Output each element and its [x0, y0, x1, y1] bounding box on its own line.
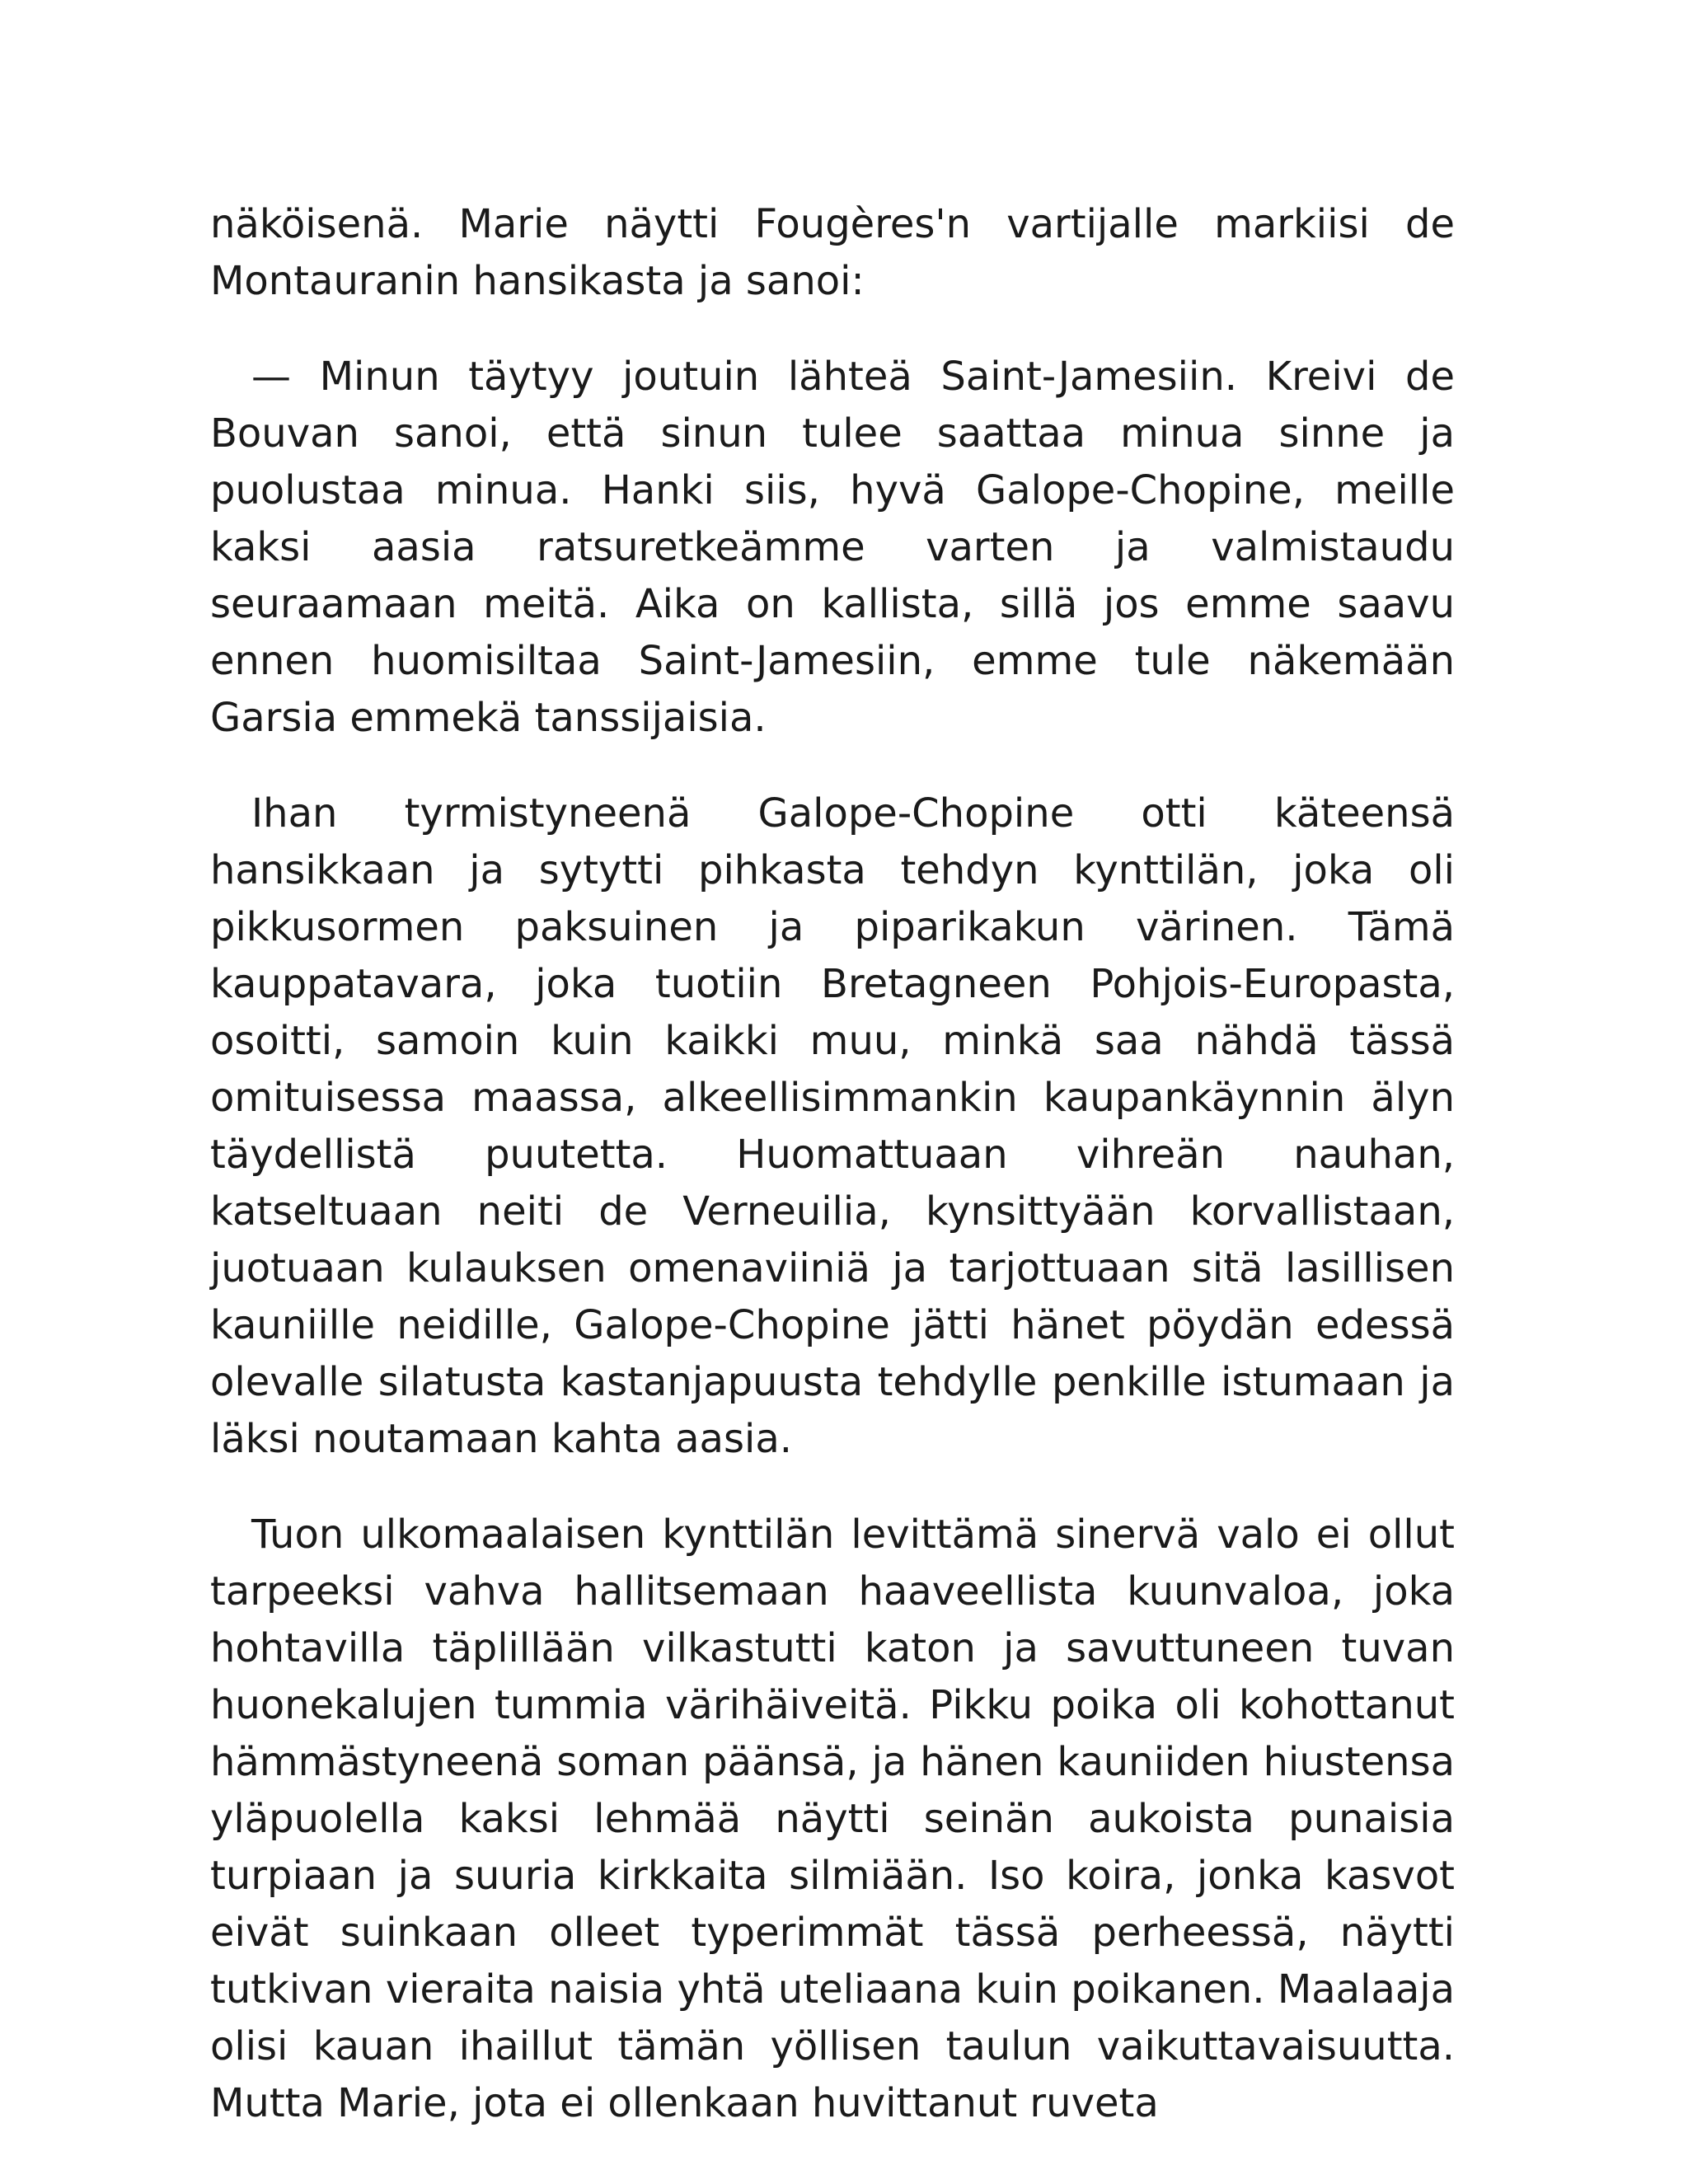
paragraph-2: — Minun täytyy joutuin lähteä Saint-Jamesiin. Kreivi de Bouvan sanoi, että sinun tulee saattaa minua sinne ja puolustaa minua. Hanki siis, hyvä Galope-Chopine, meille kaksi aasia ratsuretkeämme varten ja valmistaudu seuraamaan meitä. Aika on kallista, sillä jos emme saavu ennen huomisiltaa Saint-Jamesiin, emme tule näkemään Garsia emmekä tanssijaisia. — [210, 354, 1455, 741]
page-text — [210, 196, 1455, 2132]
paragraph-4: Tuon ulkomaalaisen kynttilän levittämä sinervä valo ei ollut tarpeeksi vahva hallitsemaan haaveellista kuunvaloa, joka hohtavilla täplillään vilkastutti katon ja savuttuneen tuvan huonekalujen tummia värihäiveitä. Pikku poika oli kohottanut hämmästyneenä soman päänsä, ja hänen kauniiden hiustensa yläpuolella kaksi lehmää näytti seinän aukoista punaisia turpiaan ja suuria kirkkaita silmiään. Iso koira, jonka kasvot eivät suinkaan olleet typerimmät tässä perheessä, näytti tutkivan vieraita naisia yhtä uteliaana kuin poikanen. Maalaaja olisi kauan ihaillut tämän yöllisen taulun vaikuttavaisuutta. Mutta Marie, jota ei ollenkaan huvittanut ruveta — [210, 1511, 1455, 2126]
paragraph-1: näköisenä. Marie näytti Fougères'n vartijalle markiisi de Montauranin hansikasta ja sanoi: — [210, 201, 1455, 304]
paragraph-3: Ihan tyrmistyneenä Galope-Chopine otti käteensä hansikkaan ja sytytti pihkasta tehdyn kynttilän, joka oli pikkusormen paksuinen ja piparikakun värinen. Tämä kauppatavara, joka tuotiin Bretagneen Pohjois-Europasta, osoitti, samoin kuin kaikki muu, minkä saa nähdä tässä omituisessa maassa, alkeellisimmankin kaupankäynnin älyn täydellistä puutetta. Huomattuaan vihreän nauhan, katseltuaan neiti de Verneuilia, kynsittyään korvallistaan, juotuaan kulauksen omenaviiniä ja tarjottuaan sitä lasillisen kauniille neidille, Galope-Chopine jätti hänet pöydän edessä olevalle silatusta kastanjapuusta tehdylle penkille istumaan ja läksi noutamaan kahta aasia. — [210, 790, 1455, 1462]
